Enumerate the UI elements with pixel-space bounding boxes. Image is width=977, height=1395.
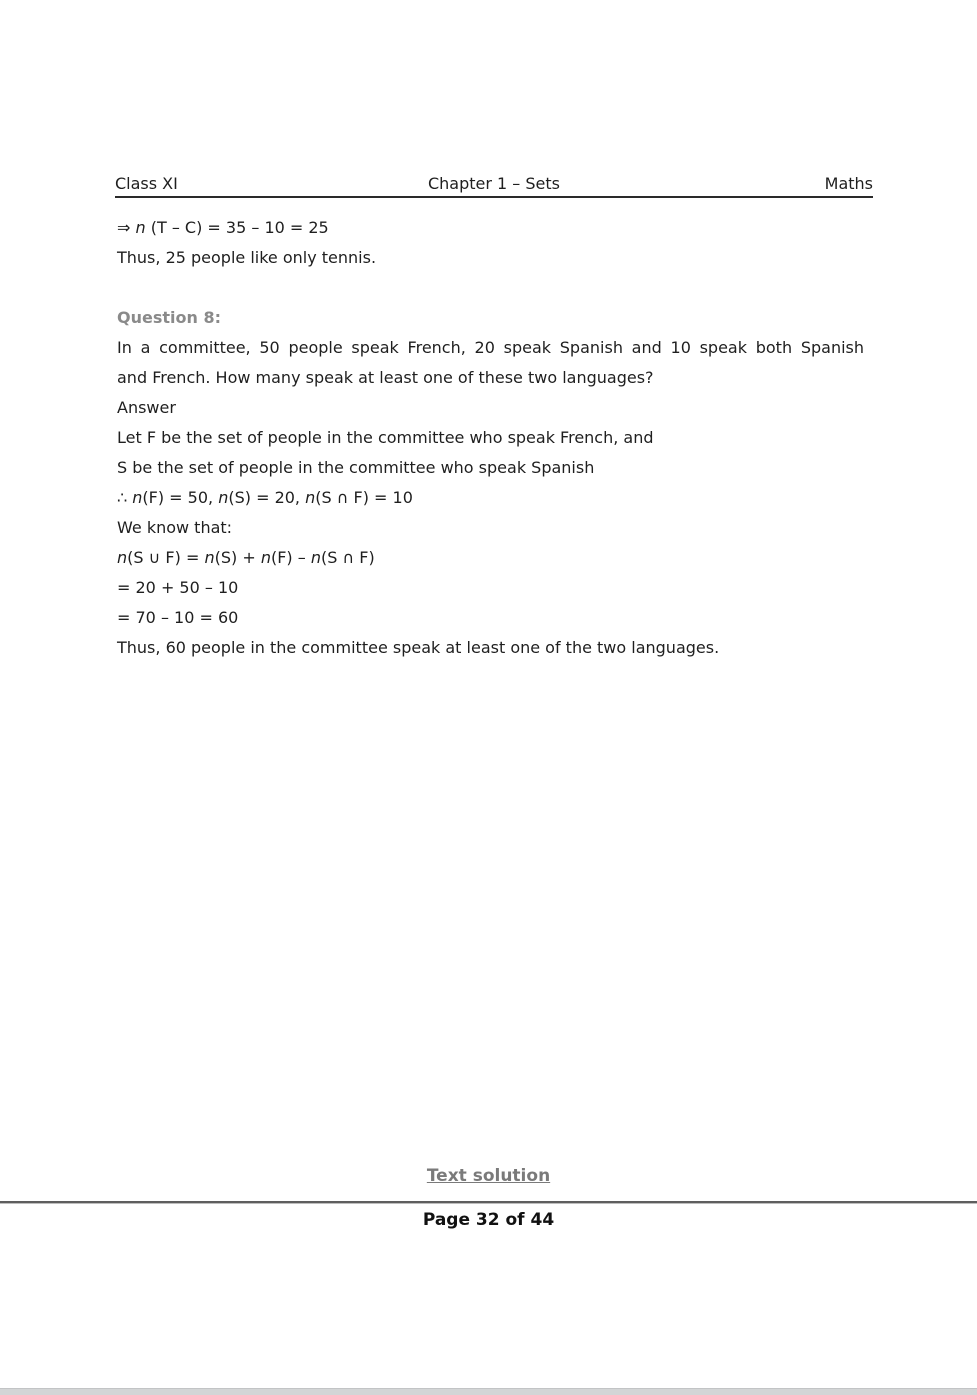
page-content	[117, 213, 864, 663]
footer-divider	[0, 1201, 977, 1204]
answer-line-define-f: Let F be the set of people in the committee who speak French, and	[117, 428, 654, 447]
header-class-label: Class XI	[115, 174, 178, 193]
question-8-text-line-1: In a committee, 50 people speak French, 20 speak Spanish and 10 speak both Spanish	[117, 338, 864, 357]
header-subject-label: Maths	[824, 174, 873, 193]
answer-label: Answer	[117, 398, 176, 417]
answer-line-conclusion: Thus, 60 people in the committee speak at least one of the two languages.	[117, 638, 720, 657]
question-8-text-line-2: and French. How many speak at least one of these two languages?	[117, 368, 654, 387]
answer-line-given-values: ∴ n(F) = 50, n(S) = 20, n(S ∩ F) = 10	[117, 488, 413, 507]
answer-line-substitution: = 20 + 50 – 10	[117, 578, 239, 597]
question-8-heading: Question 8:	[117, 308, 221, 327]
text-solution-link[interactable]: Text solution	[426, 1166, 551, 1186]
header-chapter-label: Chapter 1 – Sets	[427, 174, 560, 193]
page-number-indicator: Page 32 of 44	[422, 1210, 555, 1230]
answer-line-define-s: S be the set of people in the committee who speak Spanish	[117, 458, 595, 477]
answer-line-result: = 70 – 10 = 60	[117, 608, 239, 627]
prev-solution-conclusion: Thus, 25 people like only tennis.	[117, 248, 377, 267]
section-spacer	[117, 273, 864, 303]
answer-line-union-formula: n(S ∪ F) = n(S) + n(F) – n(S ∩ F)	[117, 548, 375, 567]
prev-solution-equation: ⇒ n (T – C) = 35 – 10 = 25	[117, 218, 329, 237]
answer-line-we-know-that: We know that:	[117, 518, 233, 537]
page-header	[115, 172, 873, 198]
horizontal-scrollbar[interactable]	[0, 1388, 977, 1395]
